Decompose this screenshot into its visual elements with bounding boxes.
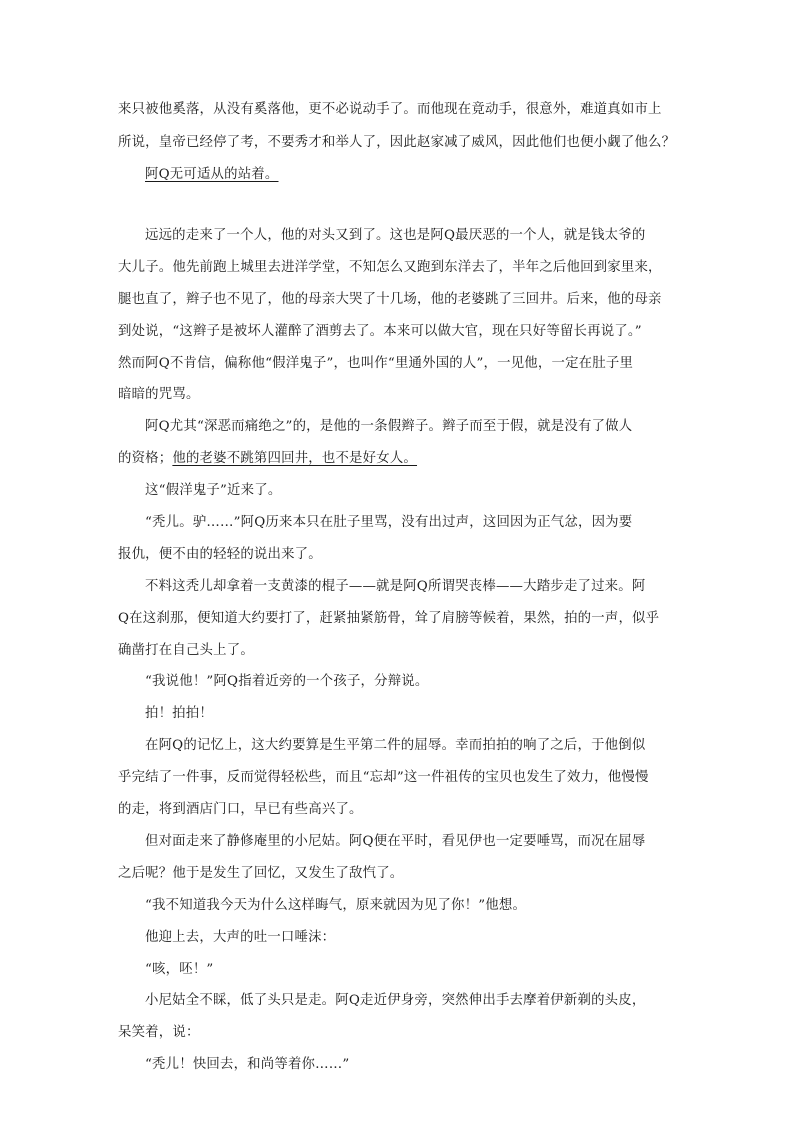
paragraph-line: “我说他！”阿Q指着近旁的一个孩子，分辩说。 <box>145 674 429 689</box>
paragraph-line: 呆笑着，说： <box>118 1025 200 1040</box>
paragraph-line: 报仇，便不由的轻轻的说出来了。 <box>118 547 322 562</box>
paragraph-line: 乎完结了一件事，反而觉得轻松些，而且“忘却”这一件祖传的宝贝也发生了效力，他慢慢 <box>118 770 649 785</box>
paragraph-line <box>0 166 794 184</box>
paragraph-line: 阿Q尤其“深恶而痛绝之”的，是他的一条假辫子。辫子而至于假，就是没有了做人 <box>145 419 633 434</box>
paragraph-line: “秃儿。驴……”阿Q历来本只在肚子里骂，没有出过声，这回因为正气忿，因为要 <box>145 515 633 530</box>
paragraph-line: 的走，将到酒店门口，早已有些高兴了。 <box>118 802 363 817</box>
line-text: 的资格； <box>118 451 173 466</box>
paragraph-line: 拍！拍拍！ <box>145 706 213 721</box>
paragraph-line: 到处说，“这辫子是被坏人灌醉了酒剪去了。本来可以做大官，现在只好等留长再说了。” <box>118 324 642 339</box>
paragraph-line: 所说，皇帝已经停了考，不要秀才和举人了，因此赵家减了威风，因此他们也便小觑了他么？ <box>118 135 676 150</box>
paragraph-line: “秃儿！快回去，和尚等着你……” <box>145 1057 350 1072</box>
paragraph-line: 他迎上去，大声的吐一口唾沫： <box>145 930 336 945</box>
paragraph-line: 远远的走来了一个人，他的对头又到了。这也是阿Q最厌恶的一个人，就是钱太爷的 <box>145 228 646 243</box>
paragraph-line: “咳，呸！” <box>145 962 214 977</box>
paragraph-line: 小尼姑全不睬，低了头只是走。阿Q走近伊身旁，突然伸出手去摩着伊新剃的头皮， <box>145 993 646 1008</box>
paragraph-line: 暗暗的咒骂。 <box>118 387 200 402</box>
paragraph-line: 但对面走来了静修庵里的小尼姑。阿Q便在平时，看见伊也一定要唾骂，而况在屈辱 <box>145 834 646 849</box>
paragraph-line: 不料这秃儿却拿着一支黄漆的棍子——就是阿Q所谓哭丧棒——大踏步走了过来。阿 <box>145 579 646 594</box>
paragraph-line: Q在这刹那，便知道大约要打了，赶紧抽紧筋骨，耸了肩膀等候着，果然，拍的一声，似乎 <box>118 611 660 626</box>
paragraph-line: 腿也直了，辫子也不见了，他的母亲大哭了十几场，他的老婆跳了三回井。后来，他的母亲 <box>118 292 662 307</box>
underlined-sentence: 阿Q无可适从的站着。 <box>145 167 279 182</box>
underlined-sentence: 他的老婆不跳第四回井，也不是好女人。 <box>172 451 418 466</box>
paragraph-line: 确凿打在自己头上了。 <box>118 643 254 658</box>
paragraph-line: 之后呢？他于是发生了回忆，又发生了敌忾了。 <box>118 866 404 881</box>
paragraph-line: 大儿子。他先前跑上城里去进洋学堂，不知怎么又跑到东洋去了，半年之后他回到家里来， <box>118 260 662 275</box>
paragraph-line: 来只被他奚落，从没有奚落他，更不必说动手了。而他现在竟动手，很意外，难道真如市上 <box>118 102 662 117</box>
paragraph-line: “我不知道我今天为什么这样晦气，原来就因为见了你！”他想。 <box>145 898 527 913</box>
paragraph-line: 然而阿Q不肯信，偏称他“假洋鬼子”，也叫作“里通外国的人”，一见他，一定在肚子里 <box>118 356 634 371</box>
paragraph-line: 在阿Q的记忆上，这大约要算是生平第二件的屈辱。幸而拍拍的响了之后，于他倒似 <box>145 738 646 753</box>
paragraph-line <box>0 450 794 468</box>
paragraph-line: 这“假洋鬼子”近来了。 <box>145 483 282 498</box>
